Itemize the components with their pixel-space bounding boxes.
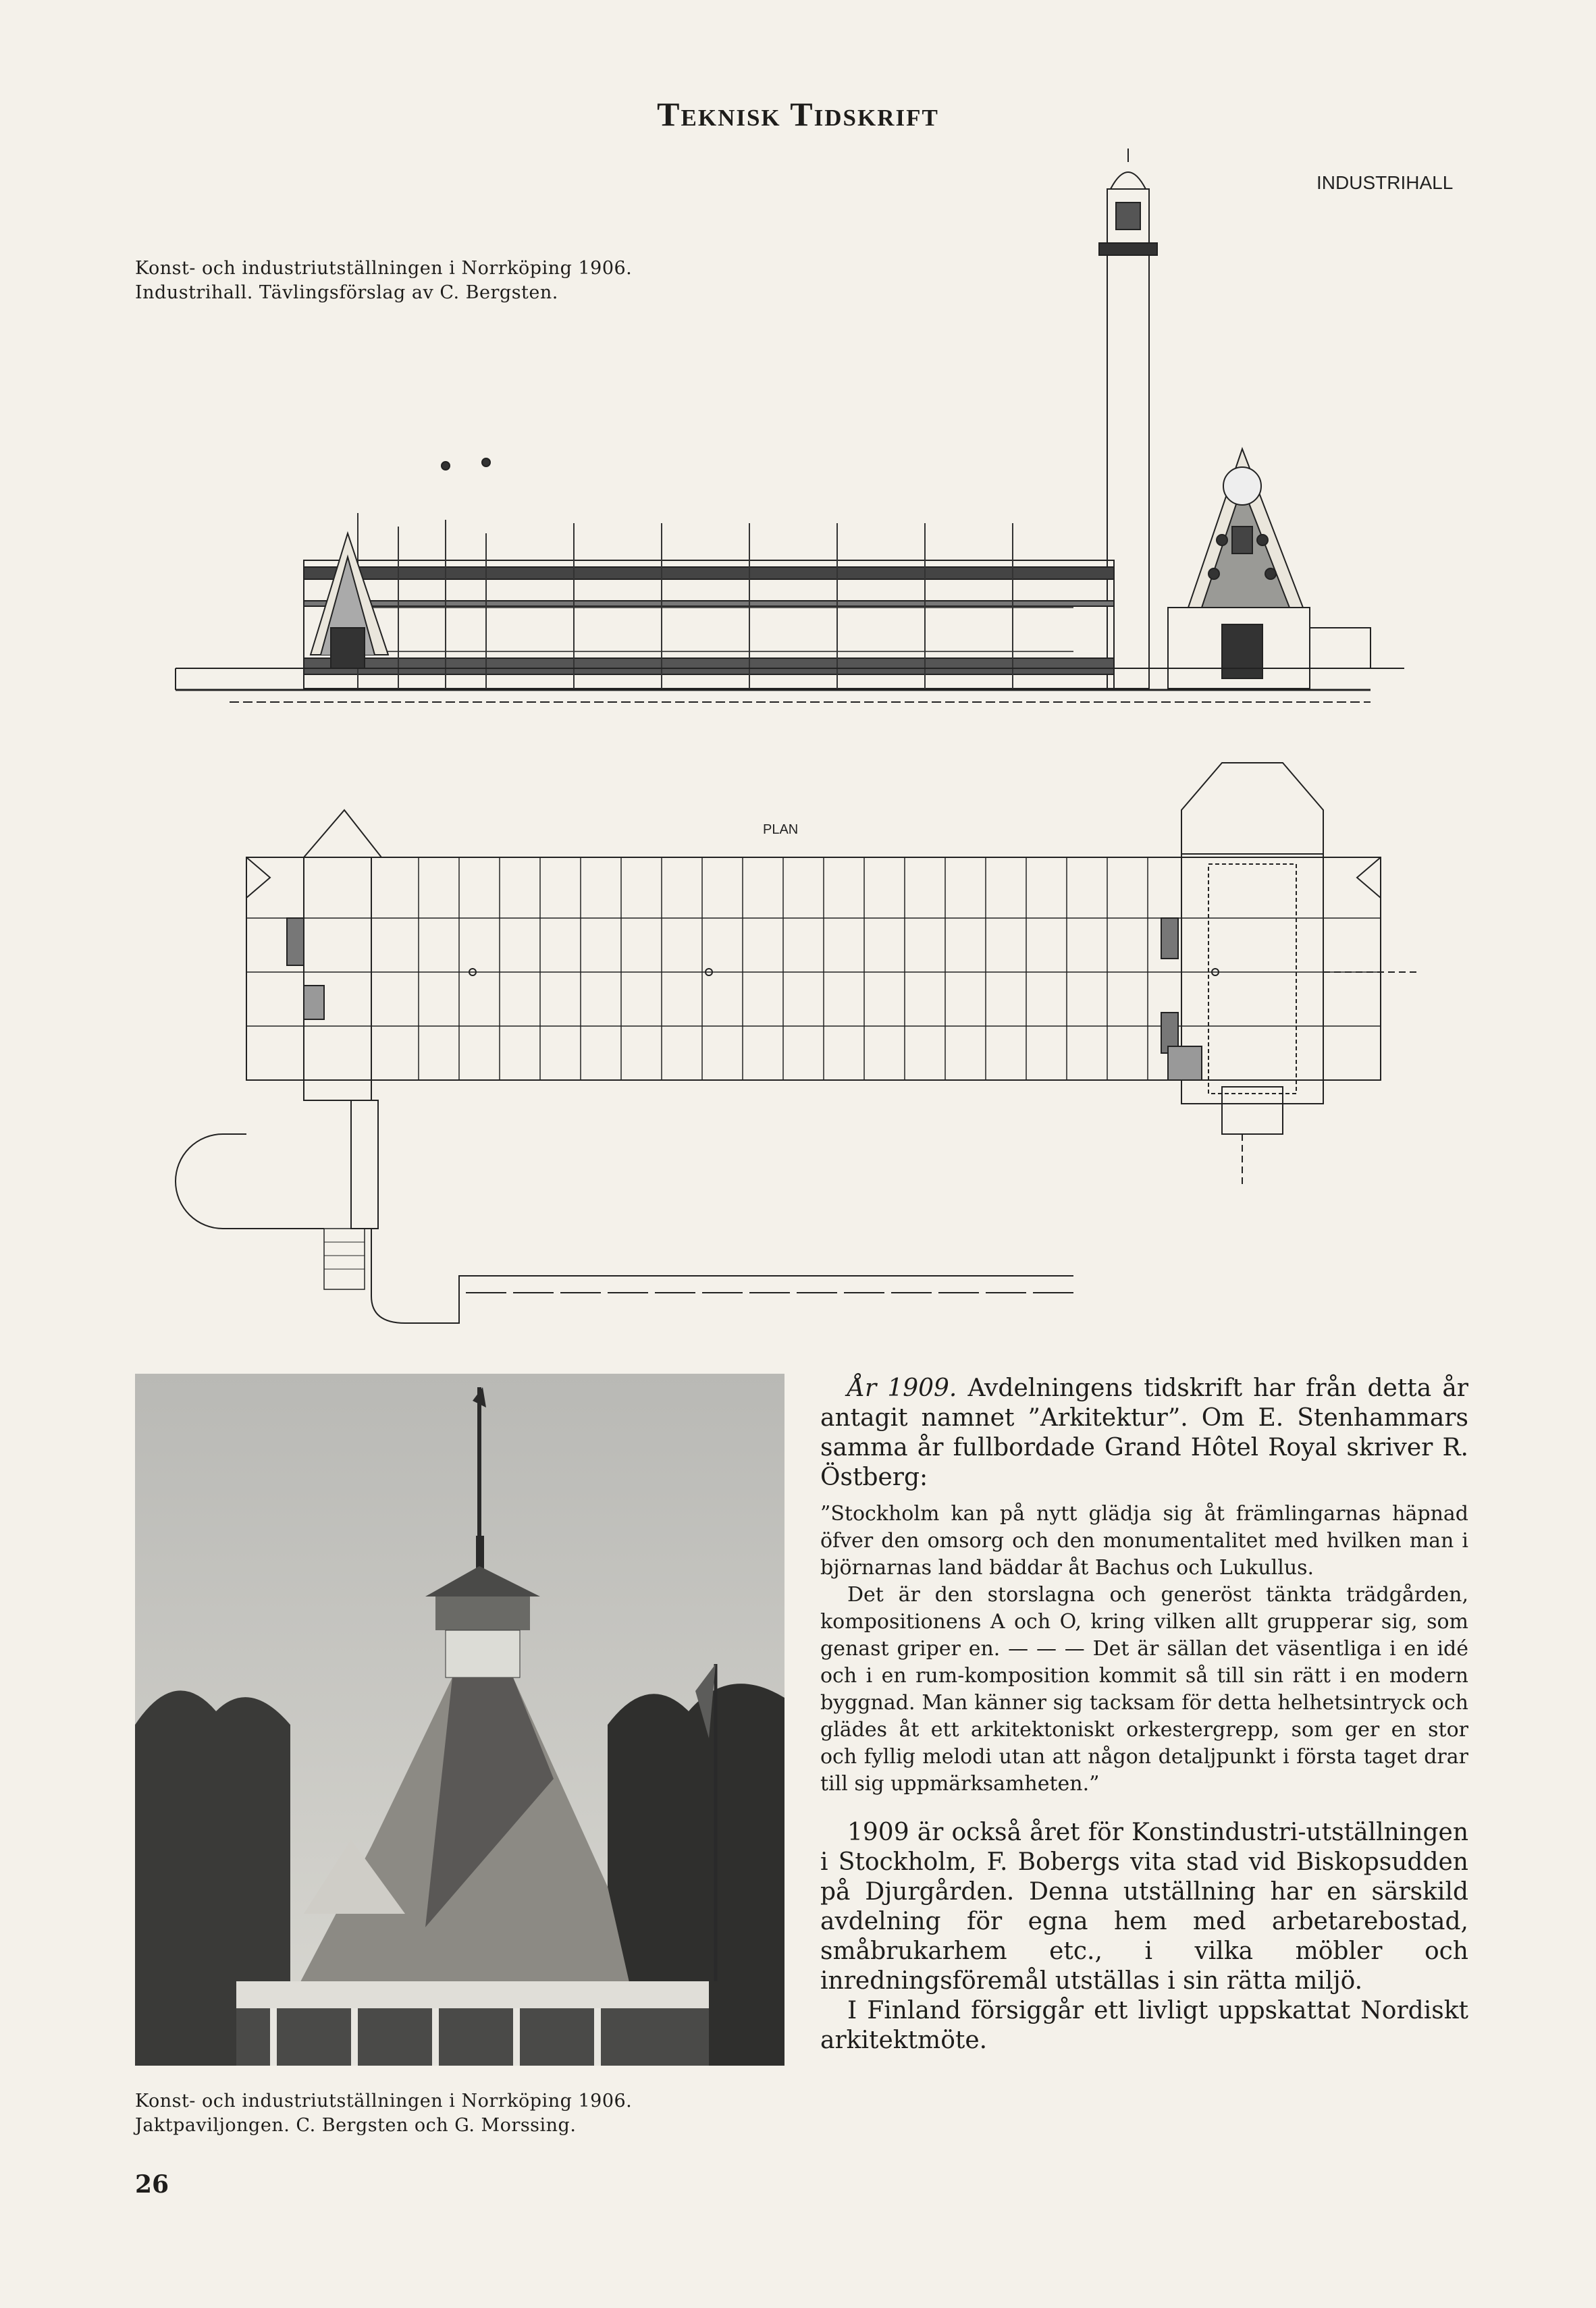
page-number: 26	[135, 2170, 169, 2199]
masthead: Teknisk Tidskrift	[657, 95, 939, 133]
photograph-hunting-pavilion	[135, 1374, 784, 2066]
year-lead: År 1909.	[847, 1374, 957, 1402]
floor-plan	[176, 763, 1418, 1323]
pavilion-photo-image	[135, 1374, 784, 2066]
article-paragraph-2: 1909 är också året för Konstindustri-utställningen i Stockholm, F. Bobergs vita stad vid Biskopsudden på Djurgården. Denna utställning har en särskild avdelning för egna hem med arbetarebostad, småbrukarhem etc., i vilka möbler och inredningsföremål utställas i sin rätta miljö.	[820, 1819, 1468, 1995]
caption-top-line2: Industrihall. Tävlingsförslag av C. Bergsten.	[135, 282, 558, 303]
elevation-drawing	[176, 149, 1404, 702]
architectural-drawing	[169, 135, 1454, 1337]
article-paragraph-1-text: Avdelningens tidskrift har från detta år antagit namnet ”Arkitektur”. Om E. Stenhammars samma år fullbordade Grand Hôtel Royal skriver R. Östberg:	[820, 1374, 1469, 1491]
caption-top-line1: Konst- och industriutställningen i Norrköping 1906.	[135, 258, 633, 279]
drawing-title-block: INDUSTRIHALL	[1316, 172, 1454, 193]
caption-bottom	[135, 2089, 632, 2138]
caption-bottom-line2: Jaktpaviljongen. C. Bergsten och G. Morssing.	[135, 2115, 577, 2136]
caption-bottom-line1: Konst- och industriutställningen i Norrköping 1906.	[135, 2091, 633, 2112]
quote-paragraph-1: ”Stockholm kan på nytt glädja sig åt främlingarnas häpnad öfver den omsorg och den monumentalitet med hvilken man i björnarnas land bäddar åt Bachus och Lukullus.	[820, 1502, 1468, 1580]
article-paragraph-3: I Finland försiggår ett livligt uppskattat Nordiskt arkitektmöte.	[820, 1997, 1468, 2054]
article-paragraph-1	[820, 1374, 1468, 1493]
plan-label: PLAN	[763, 822, 799, 837]
quote-paragraph-2: Det är den storslagna och generöst tänkta trädgården, kompositionens A och O, kring vilken allt grupperar sig, som genast griper en. — — — Det är sällan det väsentliga i en idé och i en rum-komposition kommit så till sin rätt i en modern byggnad. Man känner sig tacksam för detta helhetsintryck och glädes åt ett arkitektoniskt orkestergrepp, som ger en stor och fyllig melodi utan att någon detaljpunkt i första taget drar till sig uppmärksamheten.”	[820, 1583, 1468, 1796]
article-text	[820, 1374, 1468, 2056]
